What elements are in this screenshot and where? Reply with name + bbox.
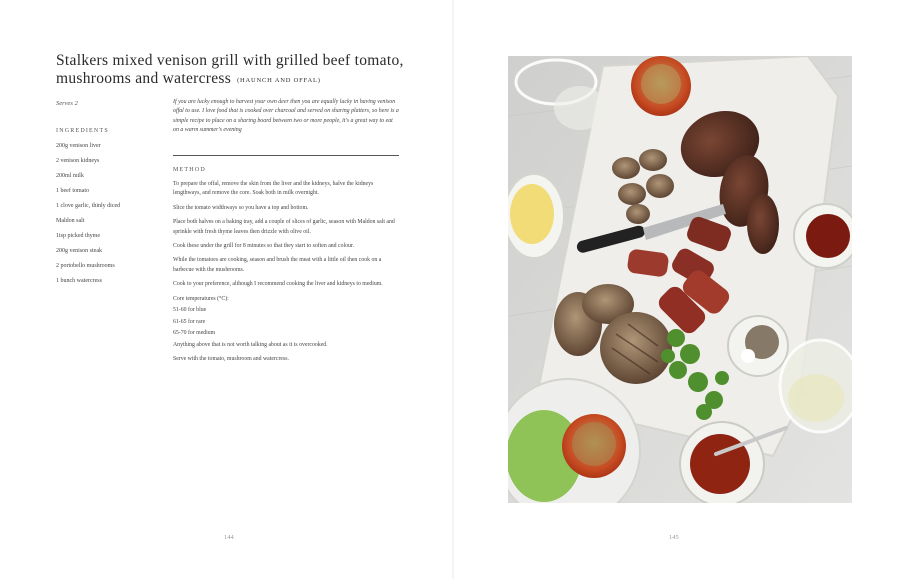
page-gutter: [452, 0, 454, 579]
ingredient-item: 200ml milk: [56, 173, 84, 179]
ingredient-item: 1 bunch watercress: [56, 278, 102, 284]
method-step: Slice the tomato widthways so you have a top and bottom.: [173, 204, 309, 211]
ingredient-item: 2 portobello mushrooms: [56, 263, 115, 269]
core-temps-heading: Core temperatures (°C):: [173, 295, 229, 302]
core-temp-item: 51-60 for blue: [173, 307, 207, 314]
method-step: Place both halves on a baking tray, add a couple of slices of garlic, season with Maldon salt and sprinkle with fresh thyme leaves then drizzle with olive oil.: [173, 219, 395, 235]
recipe-subtitle: (HAUNCH AND OFFAL): [237, 77, 321, 84]
ingredient-item: 1tsp picked thyme: [56, 233, 100, 239]
method-step: While the tomatoes are cooking, season and brush the meat with a little oil then cook on a barbecue with the mushrooms.: [173, 257, 382, 273]
serves-label: Serves 2: [56, 100, 78, 107]
core-temp-item: 61-65 for rare: [173, 318, 206, 325]
food-photo: [508, 56, 852, 503]
method-step: To prepare the offal, remove the skin from the liver and the kidneys, halve the kidneys lengthways, and remove the core. Soak both in milk overnight.: [173, 181, 374, 197]
core-temp-item: 65-70 for medium: [173, 330, 216, 337]
recipe-intro: If you are lucky enough to harvest your own deer then you are equally lucky in having venison offal to use. I love food that is cooked over charcoal and served on sharing platters, so here is a simple recipe to place on a sharing board between two or more people, it's a great way to eat on a warm summer's evening: [173, 99, 399, 134]
ingredient-item: Maldon salt: [56, 218, 85, 224]
ingredient-item: 2 venison kidneys: [56, 158, 100, 164]
page-number-left: 144: [224, 534, 234, 541]
food-photo-illustration: [508, 56, 852, 503]
ingredient-item: 1 clove garlic, thinly diced: [56, 203, 121, 209]
recipe-title: [56, 52, 436, 90]
section-divider: [173, 155, 399, 156]
method-note: Anything above that is not worth talking about as it is overcooked.: [173, 341, 328, 348]
recipe-title-text: Stalkers mixed venison grill with grilled beef tomato, mushrooms and watercress: [56, 52, 404, 87]
method-heading: METHOD: [173, 167, 206, 173]
ingredient-item: 1 beef tomato: [56, 188, 89, 194]
page-number-right: 145: [669, 534, 679, 541]
method-step: Cook these under the grill for 8 minutes so that they start to soften and colour.: [173, 243, 354, 250]
method-steps: [173, 180, 399, 369]
ingredient-item: 200g venison liver: [56, 143, 101, 149]
ingredient-item: 200g venison steak: [56, 248, 102, 254]
method-note: Serve with the tomato, mushroom and watercress.: [173, 356, 289, 363]
ingredients-list: [56, 141, 120, 291]
core-temperatures: [173, 295, 399, 341]
method-step: Cook to your preference, although I recommend cooking the liver and kidneys to medium.: [173, 281, 383, 288]
ingredients-heading: INGREDIENTS: [56, 128, 109, 134]
